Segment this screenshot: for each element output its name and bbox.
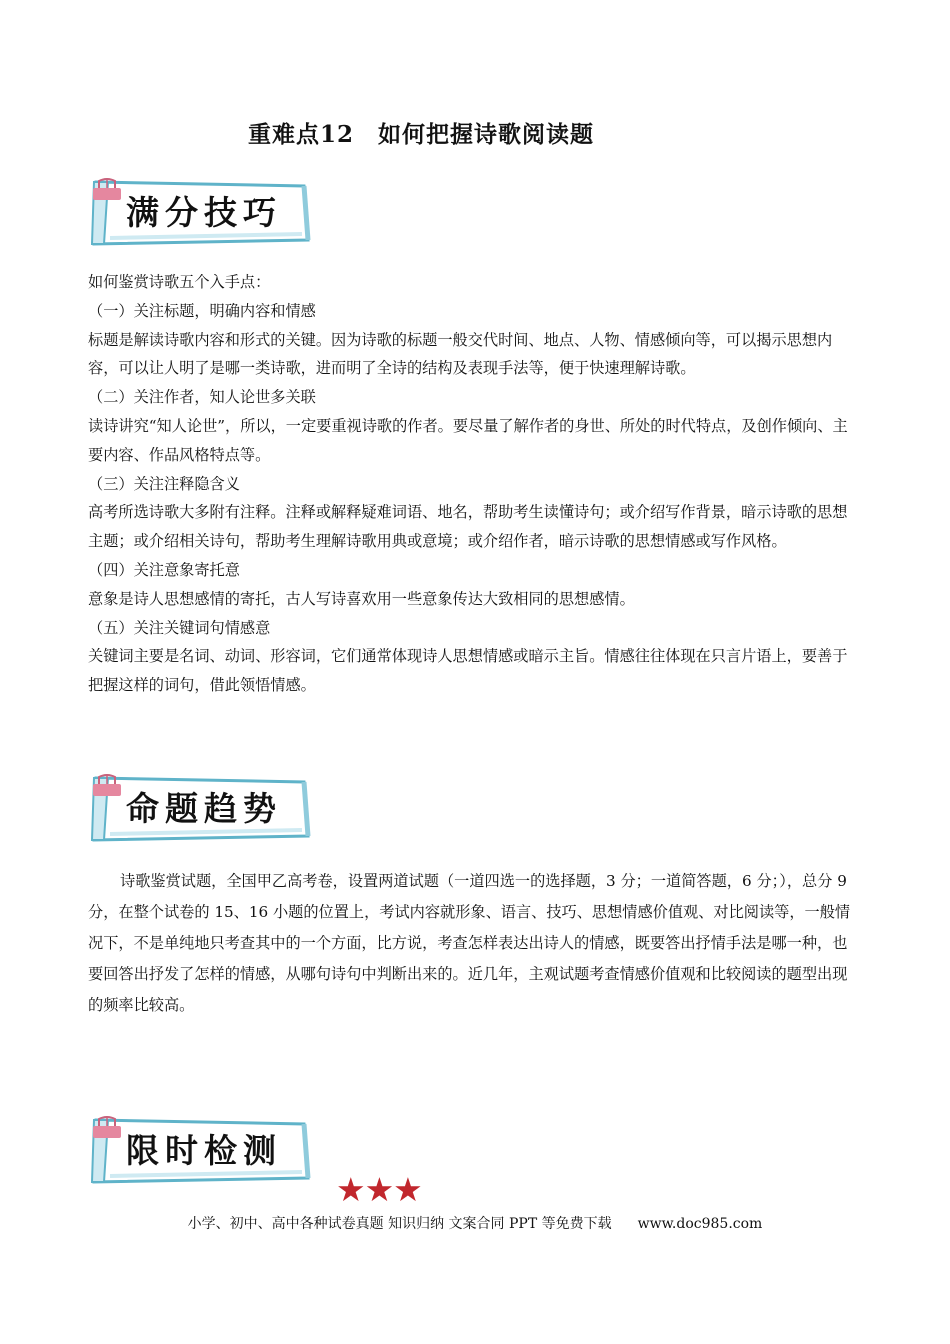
page-footer: [0, 1213, 950, 1233]
skill-item-heading: （一）关注标题，明确内容和情感: [88, 301, 316, 320]
skill-item-body: 意象是诗人思想感情的寄托，古人写诗喜欢用一些意象传达大致相同的思想感情。: [88, 589, 635, 608]
footer-text: 小学、初中、高中各种试卷真题 知识归纳 文案合同 PPT 等免费下载: [187, 1216, 612, 1232]
skill-item-heading: （四）关注意象寄托意: [88, 560, 240, 579]
footer-url[interactable]: www.doc985.com: [637, 1216, 763, 1232]
section-banner-skills: [90, 178, 312, 248]
section-heading-test: 限时检测: [126, 1131, 282, 1170]
section-banner-test: [90, 1116, 312, 1186]
trend-paragraph: 诗歌鉴赏试题，全国甲乙高考卷，设置两道试题（一道四选一的选择题，3 分；一道简答题，6 分；），总分 9 分，在整个试卷的 15、16 小题的位置上，考试内容就形象、语言、技巧、思想情感价值观、对比阅读等，一般情况下，不是单纯地只考查其中的一个方面，比方说，考查怎样表达出诗人的情感，既要答出抒情手法是哪一种，也要回答出抒发了怎样的情感，从哪句诗句中判断出来的。近几年，主观试题考查情感价值观和比较阅读的题型出现的频率比较高。: [88, 872, 851, 1014]
section-heading-skills: 满分技巧: [126, 193, 282, 232]
skills-intro: 如何鉴赏诗歌五个入手点：: [88, 273, 271, 291]
section-heading-trend: 命题趋势: [126, 789, 282, 828]
section-banner-trend: [90, 774, 312, 844]
skills-content: [88, 268, 858, 700]
skill-item-body: 标题是解读诗歌内容和形式的关键。因为诗歌的标题一般交代时间、地点、人物、情感倾向等，可以揭示思想内容，可以让人明了是哪一类诗歌，进而明了全诗的结构及表现手法等，便于快速理解诗歌。: [88, 330, 833, 378]
difficulty-stars-icon: ★★★: [336, 1170, 422, 1209]
skill-item-heading: （三）关注注释隐含义: [88, 474, 240, 493]
page-title: 重难点12 如何把握诗歌阅读题: [247, 121, 594, 148]
skill-item-body: 读诗讲究“知人论世”，所以，一定要重视诗歌的作者。要尽量了解作者的身世、所处的时代特点，及创作倾向、主要内容、作品风格特点等。: [88, 416, 848, 464]
skill-item-heading: （二）关注作者，知人论世多关联: [88, 388, 316, 407]
skill-item-body: 关键词主要是名词、动词、形容词，它们通常体现诗人思想情感或暗示主旨。情感往往体现在只言片语上，要善于把握这样的词句，借此领悟情感。: [88, 647, 848, 695]
skill-item-heading: （五）关注关键词句情感意: [88, 618, 271, 637]
skill-item-body: 高考所选诗歌大多附有注释。注释或解释疑难词语、地名，帮助考生读懂诗句；或介绍写作背景，暗示诗歌的思想主题；或介绍相关诗句，帮助考生理解诗歌用典或意境；或介绍作者，暗示诗歌的思想情感或写作风格。: [88, 503, 848, 551]
trend-content: [88, 866, 858, 1021]
